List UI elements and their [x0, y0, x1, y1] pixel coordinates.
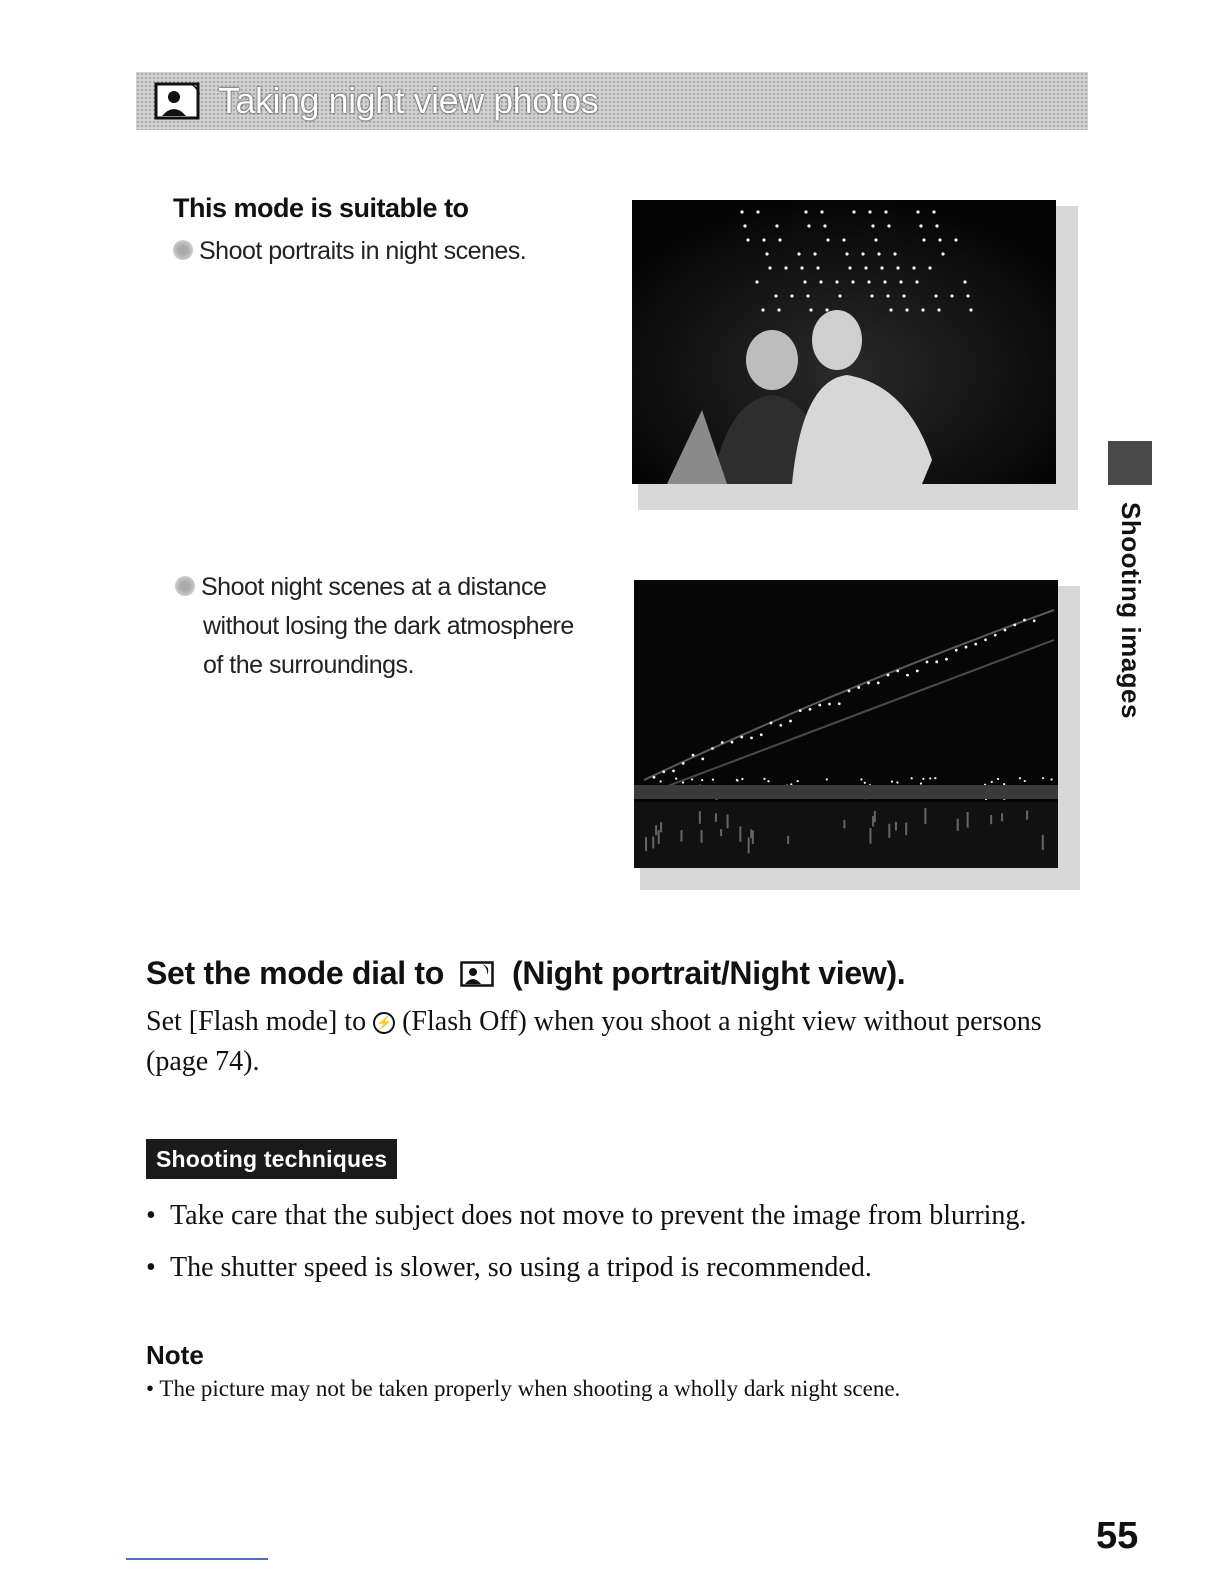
light-reflection: [715, 813, 717, 822]
light-dot: [797, 780, 799, 782]
light-dot: [984, 638, 987, 641]
light-reflection: [1042, 835, 1044, 850]
night-portrait-photo: [632, 200, 1078, 510]
light-dot: [820, 210, 823, 213]
light-dot: [922, 238, 925, 241]
light-dot: [826, 778, 828, 780]
light-dot: [919, 224, 922, 227]
step-heading: Set the mode dial to (Night portrait/Night view).: [146, 955, 906, 991]
light-dot: [851, 280, 854, 283]
light-dot: [682, 781, 684, 783]
light-dot: [692, 754, 695, 757]
light-reflection: [888, 824, 890, 838]
light-dot: [874, 238, 877, 241]
light-dot: [877, 681, 880, 684]
light-dot: [887, 674, 890, 677]
light-dot: [740, 736, 743, 739]
light-dot: [852, 210, 855, 213]
light-reflection: [645, 837, 647, 851]
light-dot: [789, 720, 792, 723]
light-dot: [965, 646, 968, 649]
light-dot: [659, 780, 661, 782]
light-dot: [838, 294, 841, 297]
light-dot: [760, 733, 763, 736]
light-dot: [1019, 777, 1021, 779]
light-dot: [741, 778, 743, 780]
light-dot: [750, 736, 753, 739]
page-number: 55: [1096, 1515, 1139, 1557]
light-dot: [921, 308, 924, 311]
section-title: Taking night view photos: [218, 80, 599, 121]
light-reflection: [660, 822, 662, 832]
light-reflection: [1001, 813, 1003, 821]
light-dot: [1004, 629, 1007, 632]
techniques-list: [146, 1196, 1066, 1288]
light-dot: [899, 280, 902, 283]
light-dot: [701, 779, 703, 781]
light-dot: [902, 294, 905, 297]
light-dot: [906, 674, 909, 677]
light-dot: [886, 294, 889, 297]
light-reflection: [869, 828, 871, 844]
light-dot: [991, 781, 993, 783]
light-reflection: [905, 823, 907, 835]
light-dot: [842, 238, 845, 241]
light-dot: [755, 280, 758, 283]
light-dot: [825, 308, 828, 311]
light-dot: [740, 210, 743, 213]
light-dot: [675, 777, 677, 779]
light-dot: [861, 252, 864, 255]
bullet-dot-icon: [173, 240, 193, 260]
light-dot: [746, 238, 749, 241]
light-dot: [915, 280, 918, 283]
section-tab-marker: [1108, 441, 1152, 485]
light-dot: [871, 224, 874, 227]
light-dot: [701, 757, 704, 760]
techniques-label: Shooting techniques: [146, 1139, 397, 1179]
light-dot: [767, 780, 769, 782]
light-dot: [711, 747, 714, 750]
suitable-item-night-scenes: Shoot night scenes at a distance without losing the dark atmosphere of the surroundings.: [175, 568, 574, 685]
light-dot: [807, 224, 810, 227]
light-dot: [848, 689, 851, 692]
light-dot: [864, 782, 866, 784]
light-reflection: [699, 811, 701, 824]
light-dot: [1024, 780, 1026, 782]
light-dot: [926, 661, 929, 664]
light-dot: [835, 280, 838, 283]
light-dot: [860, 778, 862, 780]
note-text: • The picture may not be taken properly when shooting a wholly dark night scene.: [146, 1374, 900, 1404]
light-dot: [845, 252, 848, 255]
light-dot: [803, 280, 806, 283]
light-dot: [743, 224, 746, 227]
light-dot: [912, 266, 915, 269]
light-reflection: [727, 815, 729, 829]
light-dot: [932, 210, 935, 213]
light-reflection: [874, 811, 876, 822]
light-dot: [784, 266, 787, 269]
step-description: Set [Flash mode] to ⚡ (Flash Off) when you shoot a night view without persons (page 74).: [146, 1006, 1042, 1077]
light-reflection: [872, 816, 874, 826]
light-dot: [969, 308, 972, 311]
light-dot: [883, 280, 886, 283]
light-dot: [826, 238, 829, 241]
note-heading: Note: [146, 1340, 204, 1370]
list-item: • The shutter speed is slower, so using a tripod is recommended.: [146, 1248, 1066, 1288]
light-dot: [775, 224, 778, 227]
light-dot: [889, 308, 892, 311]
light-reflection: [843, 820, 845, 828]
light-dot: [945, 658, 948, 661]
light-dot: [864, 266, 867, 269]
light-dot: [896, 781, 898, 783]
suitable-item-portraits: Shoot portraits in night scenes.: [173, 232, 526, 271]
light-dot: [818, 704, 821, 707]
light-dot: [806, 294, 809, 297]
light-dot: [768, 266, 771, 269]
light-dot: [937, 308, 940, 311]
light-dot: [929, 777, 931, 779]
light-dot: [934, 294, 937, 297]
light-reflection: [895, 822, 897, 831]
light-dot: [974, 643, 977, 646]
light-dot: [762, 238, 765, 241]
light-dot: [997, 778, 999, 780]
light-reflection: [680, 830, 682, 841]
light-dot: [941, 252, 944, 255]
light-dot: [935, 224, 938, 227]
light-dot: [1013, 624, 1016, 627]
light-dot: [1033, 619, 1036, 622]
section-side-tab: Shooting images: [1115, 501, 1146, 719]
bullet-dot-icon: [175, 576, 195, 596]
light-dot: [819, 280, 822, 283]
light-dot: [721, 741, 724, 744]
light-dot: [950, 294, 953, 297]
light-dot: [682, 762, 685, 765]
light-dot: [935, 660, 938, 663]
flash-off-icon: ⚡: [373, 1012, 395, 1034]
light-reflection: [720, 829, 722, 836]
light-dot: [963, 280, 966, 283]
light-dot: [779, 724, 782, 727]
light-reflection: [748, 838, 750, 854]
light-dot: [880, 266, 883, 269]
footer-divider: [126, 1558, 268, 1560]
light-dot: [966, 294, 969, 297]
light-dot: [922, 778, 924, 780]
light-reflection: [739, 826, 741, 841]
light-dot: [736, 780, 738, 782]
light-dot: [774, 294, 777, 297]
light-dot: [672, 769, 675, 772]
suitable-heading: This mode is suitable to: [173, 193, 469, 223]
light-dot: [800, 266, 803, 269]
light-reflection: [1026, 810, 1028, 819]
light-dot: [662, 770, 665, 773]
light-dot: [887, 224, 890, 227]
light-dot: [877, 252, 880, 255]
light-dot: [790, 294, 793, 297]
light-dot: [712, 778, 714, 780]
light-dot: [828, 703, 831, 706]
light-dot: [799, 709, 802, 712]
light-dot: [905, 308, 908, 311]
light-dot: [870, 294, 873, 297]
light-dot: [867, 681, 870, 684]
light-dot: [911, 777, 913, 779]
night-bridge-photo: [634, 580, 1080, 890]
light-dot: [1050, 778, 1052, 780]
light-dot: [884, 210, 887, 213]
light-reflection: [655, 825, 657, 835]
light-dot: [770, 722, 773, 725]
light-dot: [1042, 777, 1044, 779]
night-portrait-icon: [154, 80, 206, 122]
light-dot: [896, 266, 899, 269]
light-dot: [896, 669, 899, 672]
light-dot: [756, 210, 759, 213]
light-dot: [916, 210, 919, 213]
light-dot: [823, 224, 826, 227]
light-dot: [920, 782, 922, 784]
light-dot: [809, 308, 812, 311]
light-reflection: [701, 830, 703, 843]
light-dot: [765, 252, 768, 255]
light-dot: [778, 238, 781, 241]
light-dot: [731, 741, 734, 744]
light-dot: [848, 266, 851, 269]
light-reflection: [787, 836, 789, 844]
light-dot: [816, 266, 819, 269]
light-dot: [934, 777, 936, 779]
light-dot: [893, 252, 896, 255]
light-dot: [797, 252, 800, 255]
light-dot: [891, 781, 893, 783]
light-reflection: [924, 808, 926, 824]
light-dot: [761, 308, 764, 311]
light-dot: [994, 634, 997, 637]
light-dot: [838, 702, 841, 705]
light-reflection: [652, 836, 654, 848]
light-dot: [763, 778, 765, 780]
light-reflection: [967, 812, 969, 828]
light-dot: [867, 280, 870, 283]
light-dot: [804, 210, 807, 213]
night-portrait-icon: [460, 961, 494, 987]
light-dot: [809, 708, 812, 711]
light-dot: [1003, 783, 1005, 785]
light-dot: [777, 308, 780, 311]
section-banner: [136, 72, 1088, 130]
light-dot: [1023, 619, 1026, 622]
light-reflection: [750, 829, 752, 838]
light-reflection: [957, 819, 959, 831]
light-reflection: [990, 815, 992, 824]
light-dot: [938, 238, 941, 241]
light-dot: [653, 776, 656, 779]
list-item: • Take care that the subject does not move to prevent the image from blurring.: [146, 1196, 1066, 1236]
light-dot: [691, 778, 693, 780]
light-dot: [857, 686, 860, 689]
light-dot: [954, 238, 957, 241]
light-dot: [928, 266, 931, 269]
light-dot: [868, 210, 871, 213]
light-reflection: [658, 830, 660, 844]
light-dot: [916, 669, 919, 672]
light-dot: [813, 252, 816, 255]
light-dot: [955, 649, 958, 652]
